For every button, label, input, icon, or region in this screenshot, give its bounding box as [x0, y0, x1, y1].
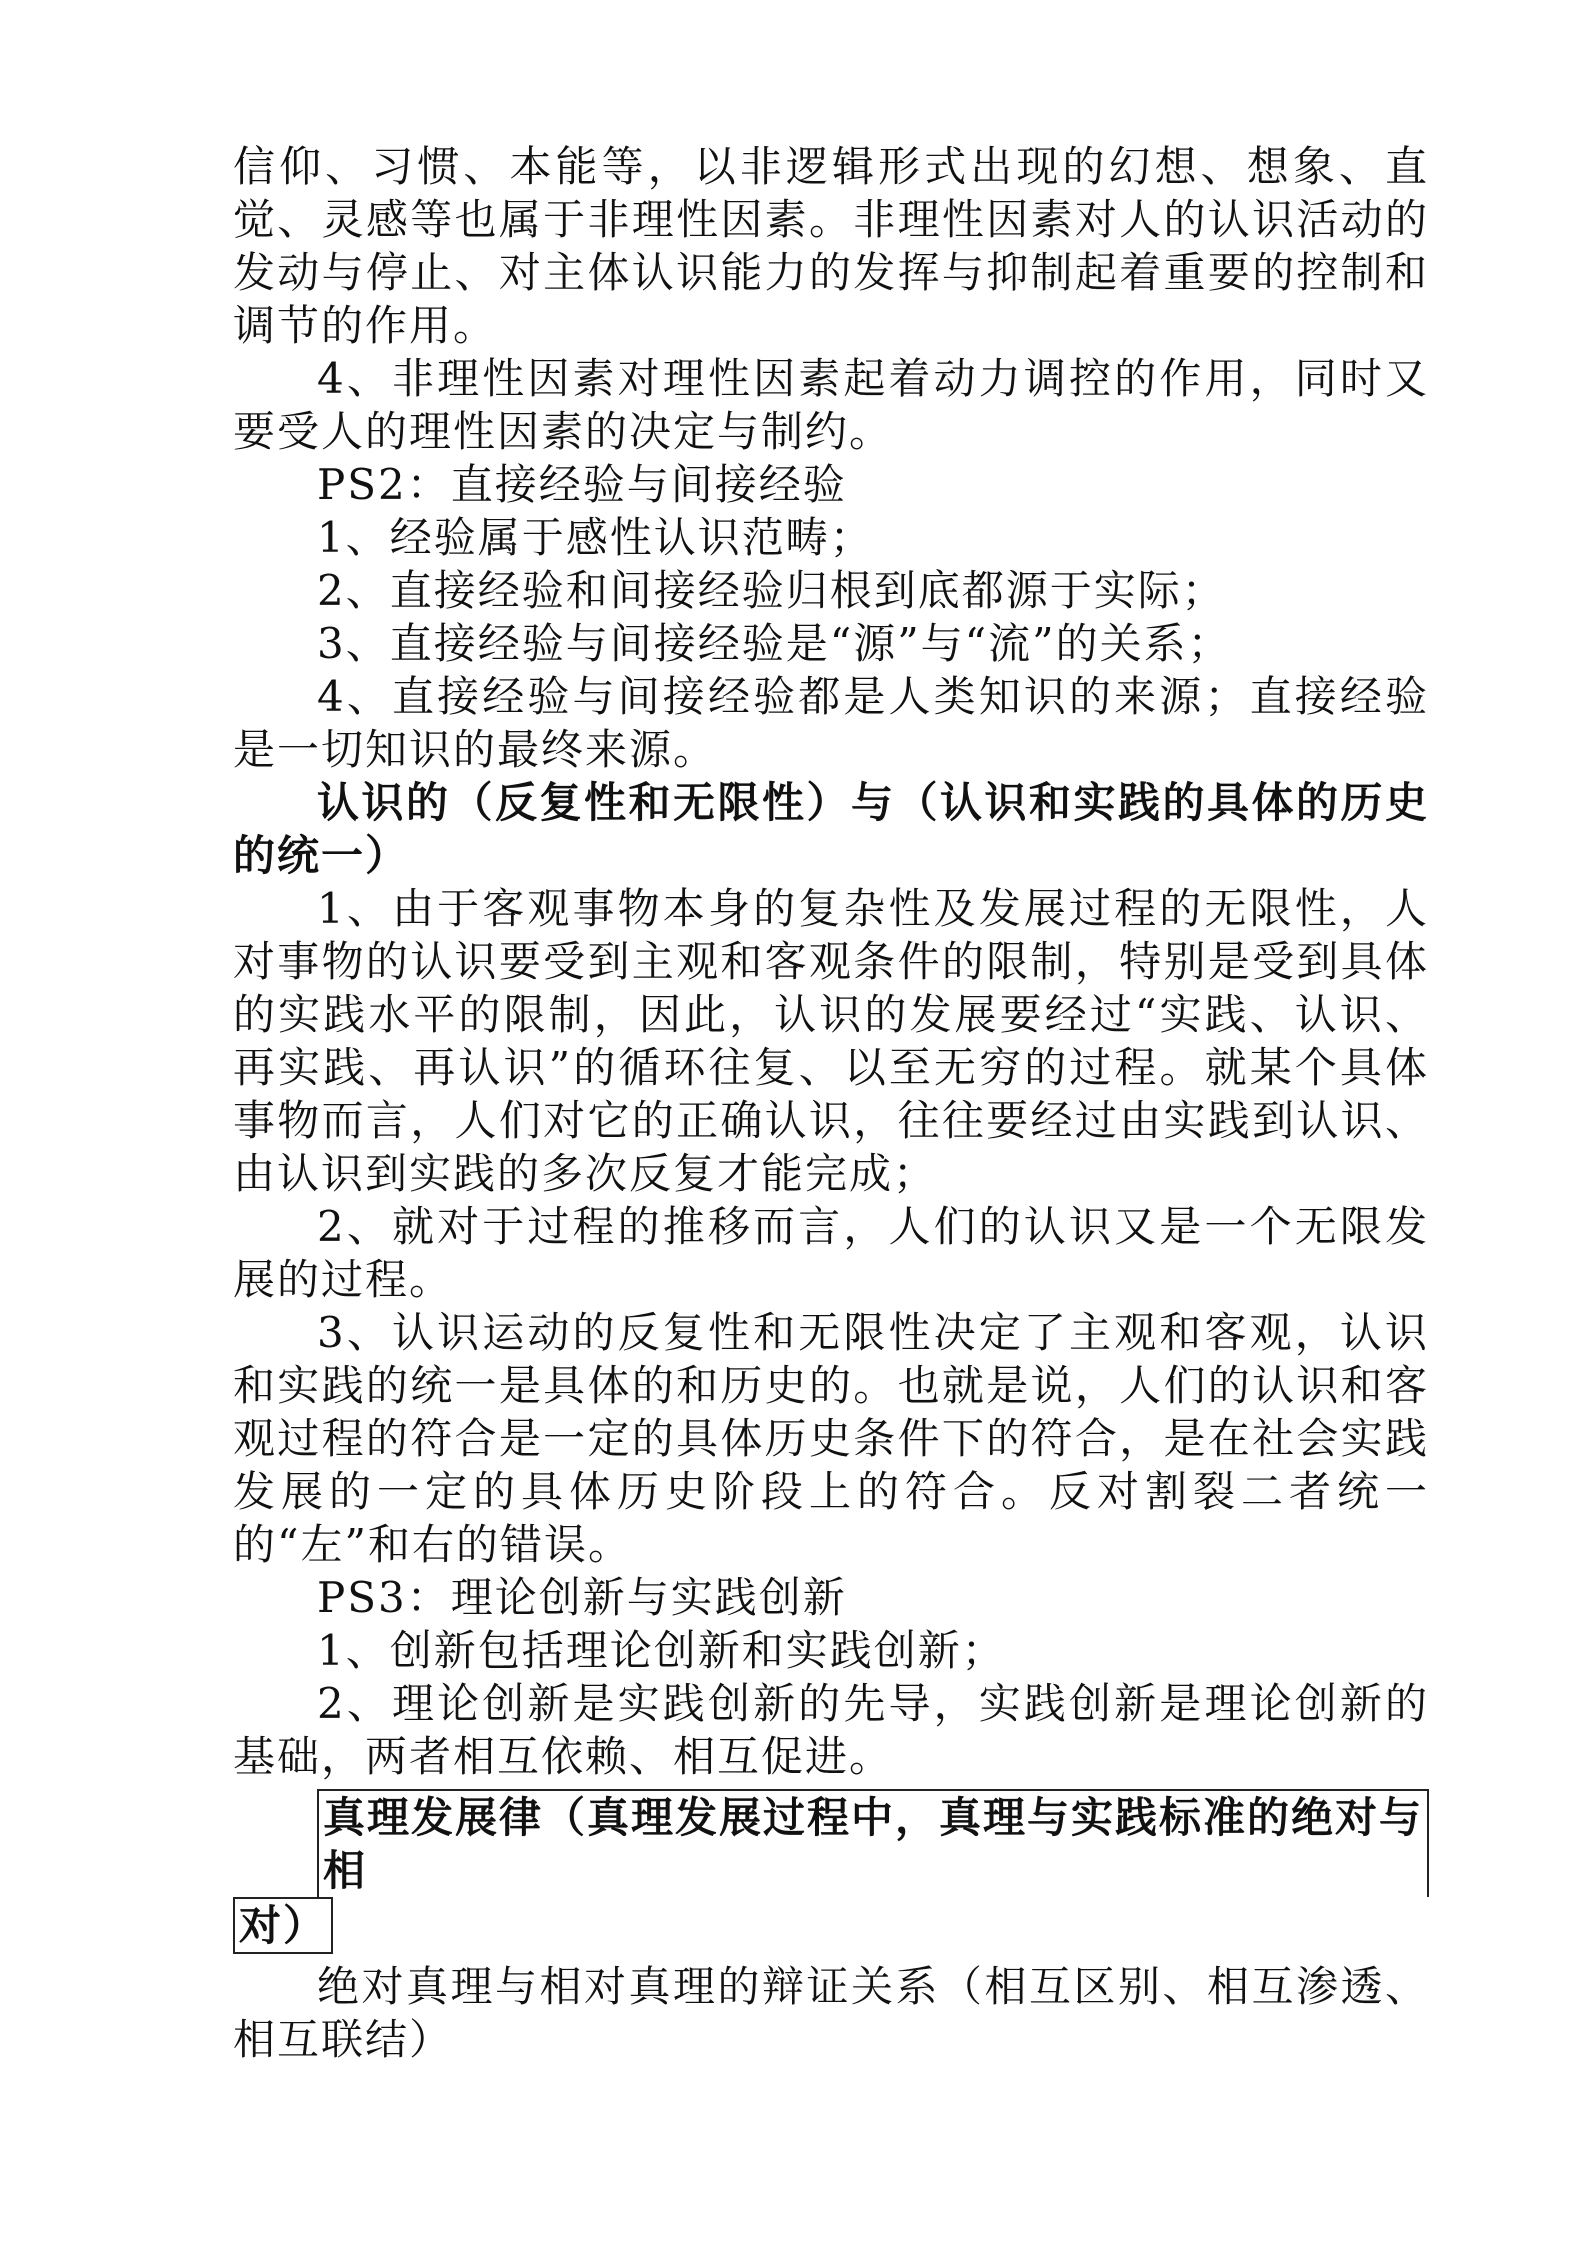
boxed-heading-truth-development: [233, 1789, 1429, 1954]
cognition-point-1: 1、由于客观事物本身的复杂性及发展过程的无限性，人对事物的认识要受到主观和客观条件的限制，特别是受到具体的实践水平的限制，因此，认识的发展要经过“实践、认识、再实践、再认识”的循环往复、以至无穷的过程。就某个具体事物而言，人们对它的正确认识，往往要经过由实践到认识、由认识到实践的多次反复才能完成；: [233, 884, 1429, 1198]
ps3-point-1: 1、创新包括理论创新和实践创新；: [317, 1626, 1006, 1675]
cognition-point-2: 2、就对于过程的推移而言，人们的认识又是一个无限发展的过程。: [233, 1202, 1429, 1304]
boxed-heading-line2: 对）: [233, 1897, 333, 1954]
paragraph-point-4-irrational: 4、非理性因素对理性因素起着动力调控的作用，同时又要受人的理性因素的决定与制约。: [233, 354, 1429, 456]
ps2-point-2: 2、直接经验和间接经验归根到底都源于实际；: [317, 566, 1226, 615]
ps3-heading: PS3：理论创新与实践创新: [317, 1573, 847, 1622]
boxed-heading-line1: 真理发展律（真理发展过程中，真理与实践标准的绝对与相: [317, 1789, 1429, 1897]
ps3-point-2: 2、理论创新是实践创新的先导，实践创新是理论创新的基础，两者相互依赖、相互促进。: [233, 1679, 1429, 1781]
cognition-point-3: 3、认识运动的反复性和无限性决定了主观和客观，认识和实践的统一是具体的和历史的。也就是说，人们的认识和客观过程的符合是一定的具体历史条件下的符合，是在社会实践发展的一定的具体历史阶段上的符合。反对割裂二者统一的“左”和右的错误。: [233, 1308, 1429, 1569]
paragraph-irrational-factors: 信仰、习惯、本能等，以非逻辑形式出现的幻想、想象、直觉、灵感等也属于非理性因素。非理性因素对人的认识活动的发动与停止、对主体认识能力的发挥与抑制起着重要的控制和调节的作用。: [233, 142, 1429, 350]
ps2-point-4: 4、直接经验与间接经验都是人类知识的来源；直接经验是一切知识的最终来源。: [233, 672, 1429, 774]
ps2-point-3: 3、直接经验与间接经验是“源”与“流”的关系；: [317, 619, 1232, 668]
closing-paragraph: 绝对真理与相对真理的辩证关系（相互区别、相互渗透、相互联结）: [233, 1962, 1429, 2064]
ps2-heading: PS2：直接经验与间接经验: [317, 460, 847, 509]
ps2-point-1: 1、经验属于感性认识范畴；: [317, 513, 874, 562]
section-heading-cognition: 认识的（反复性和无限性）与（认识和实践的具体的历史的统一）: [233, 778, 1429, 880]
document-page: [233, 140, 1429, 2066]
